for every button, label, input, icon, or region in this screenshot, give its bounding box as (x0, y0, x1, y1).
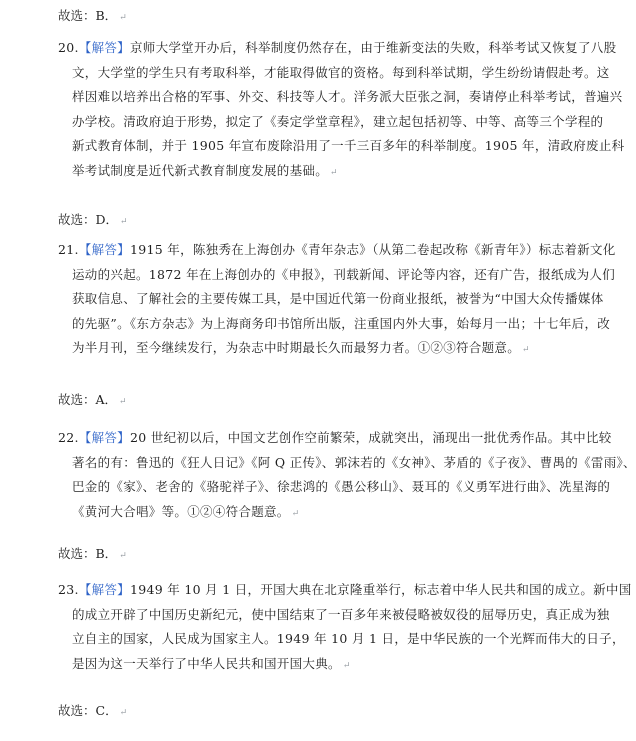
answer-line (58, 703, 127, 721)
text-line: 新式教育体制，并于 1905 年宣布废除沿用了一千三百多年的科举制度。1905 年，清政府废止科 (72, 138, 625, 153)
answer-tag: 【解答】 (78, 430, 130, 445)
question-number: 22. (58, 430, 79, 445)
answer-text: 故选：C． (58, 703, 118, 718)
text-line: 的先驱”。《东方杂志》为上海商务印书馆所出版，注重国内外大事，始每月一出；十七年后，改 (72, 315, 611, 331)
question-number: 23. (58, 582, 79, 597)
paragraph-mark-icon: ↵ (119, 397, 127, 407)
question-23 (58, 578, 632, 678)
answer-line (58, 546, 127, 564)
text-line: 著名的有：鲁迅的《狂人日记》《阿 Q 正传》、郭沫若的《女神》、茅盾的《子夜》、曹禺的《雷雨》、 (72, 454, 636, 470)
text-line: 文，大学堂的学生只有考取科举，才能取得做官的资格。每到科举试期，学生纷纷请假赴考。这 (72, 64, 610, 80)
paragraph-mark-icon: ↵ (330, 167, 338, 178)
answer-line (58, 212, 128, 230)
answer-text: 故选：B． (58, 546, 118, 561)
paragraph-mark-icon: ↵ (119, 708, 128, 718)
text-line: 立自主的国家，人民成为国家主人。1949 年 10 月 1 日，是中华民族的一个光辉而伟大的日子， (72, 631, 625, 646)
paragraph-mark-icon: ↵ (119, 13, 127, 23)
text-line: 1915 年，陈独秀在上海创办《青年杂志》（从第二卷起改称《新青年》）标志着新文化 (129, 242, 616, 257)
text-line: 20 世纪初以后，中国文艺创作空前繁荣，成就突出，涌现出一批优秀作品。其中比较 (129, 430, 612, 445)
answer-tag: 【解答】 (78, 40, 130, 55)
question-number: 20. (58, 40, 79, 55)
text-line: 样因难以培养出合格的军事、外交、科技等人才。洋务派大臣张之洞，奏请停止科举考试，普遍兴 (72, 89, 623, 104)
text-line: 为半月刊，至今继续发行，为杂志中时期最长久而最努力者。①②③符合题意。 (72, 340, 521, 355)
text-line: 《黄河大合唱》等。①②④符合题意。 (72, 503, 290, 519)
paragraph-mark-icon: ↵ (342, 660, 351, 671)
question-number: 21. (58, 242, 79, 257)
answer-tag: 【解答】 (78, 242, 130, 257)
answer-tag: 【解答】 (78, 582, 130, 597)
answer-text: 故选：D． (58, 212, 119, 227)
text-line: 1949 年 10 月 1 日，开国大典在北京隆重举行，标志着中华人民共和国的成立。新中国 (129, 582, 632, 597)
paragraph-mark-icon: ↵ (291, 508, 300, 519)
answer-text: 故选：B． (58, 8, 118, 23)
text-line: 巴金的《家》、老舍的《骆驼祥子》、徐悲鸿的《愚公移山》、聂耳的《义勇军进行曲》、冼星海的 (72, 479, 611, 494)
text-line: 运动的兴起。1872 年在上海创办的《申报》，刊载新闻、评论等内容，还有广告，报纸成为人们 (72, 266, 616, 282)
text-line: 京师大学堂开办后，科举制度仍然存在，由于维新变法的失败，科举考试又恢复了八股 (129, 40, 617, 55)
paragraph-mark-icon: ↵ (522, 345, 530, 355)
answer-line (58, 8, 127, 26)
paragraph-mark-icon: ↵ (120, 217, 128, 227)
text-line: 获取信息、了解社会的主要传媒工具，是中国近代第一份商业报纸，被誉为“中国大众传播媒体 (72, 291, 604, 306)
question-21-body (58, 238, 616, 363)
answer-text: 故选：A． (58, 392, 118, 407)
text-line: 的成立开辟了中国历史新纪元，使中国结束了一百多年来被侵略被奴役的屈辱历史，真正成为独 (72, 606, 610, 622)
question-22 (58, 426, 636, 526)
text-line: 办学校。清政府迫于形势，拟定了《奏定学堂章程》，建立起包括初等、中等、高等三个学程的 (72, 113, 604, 129)
question-20 (58, 36, 625, 185)
answer-line (58, 392, 127, 410)
text-line: 举考试制度是近代新式教育制度发展的基础。 (72, 162, 329, 178)
paragraph-mark-icon: ↵ (119, 551, 127, 561)
text-line: 是因为这一天举行了中华人民共和国开国大典。 (72, 655, 341, 671)
